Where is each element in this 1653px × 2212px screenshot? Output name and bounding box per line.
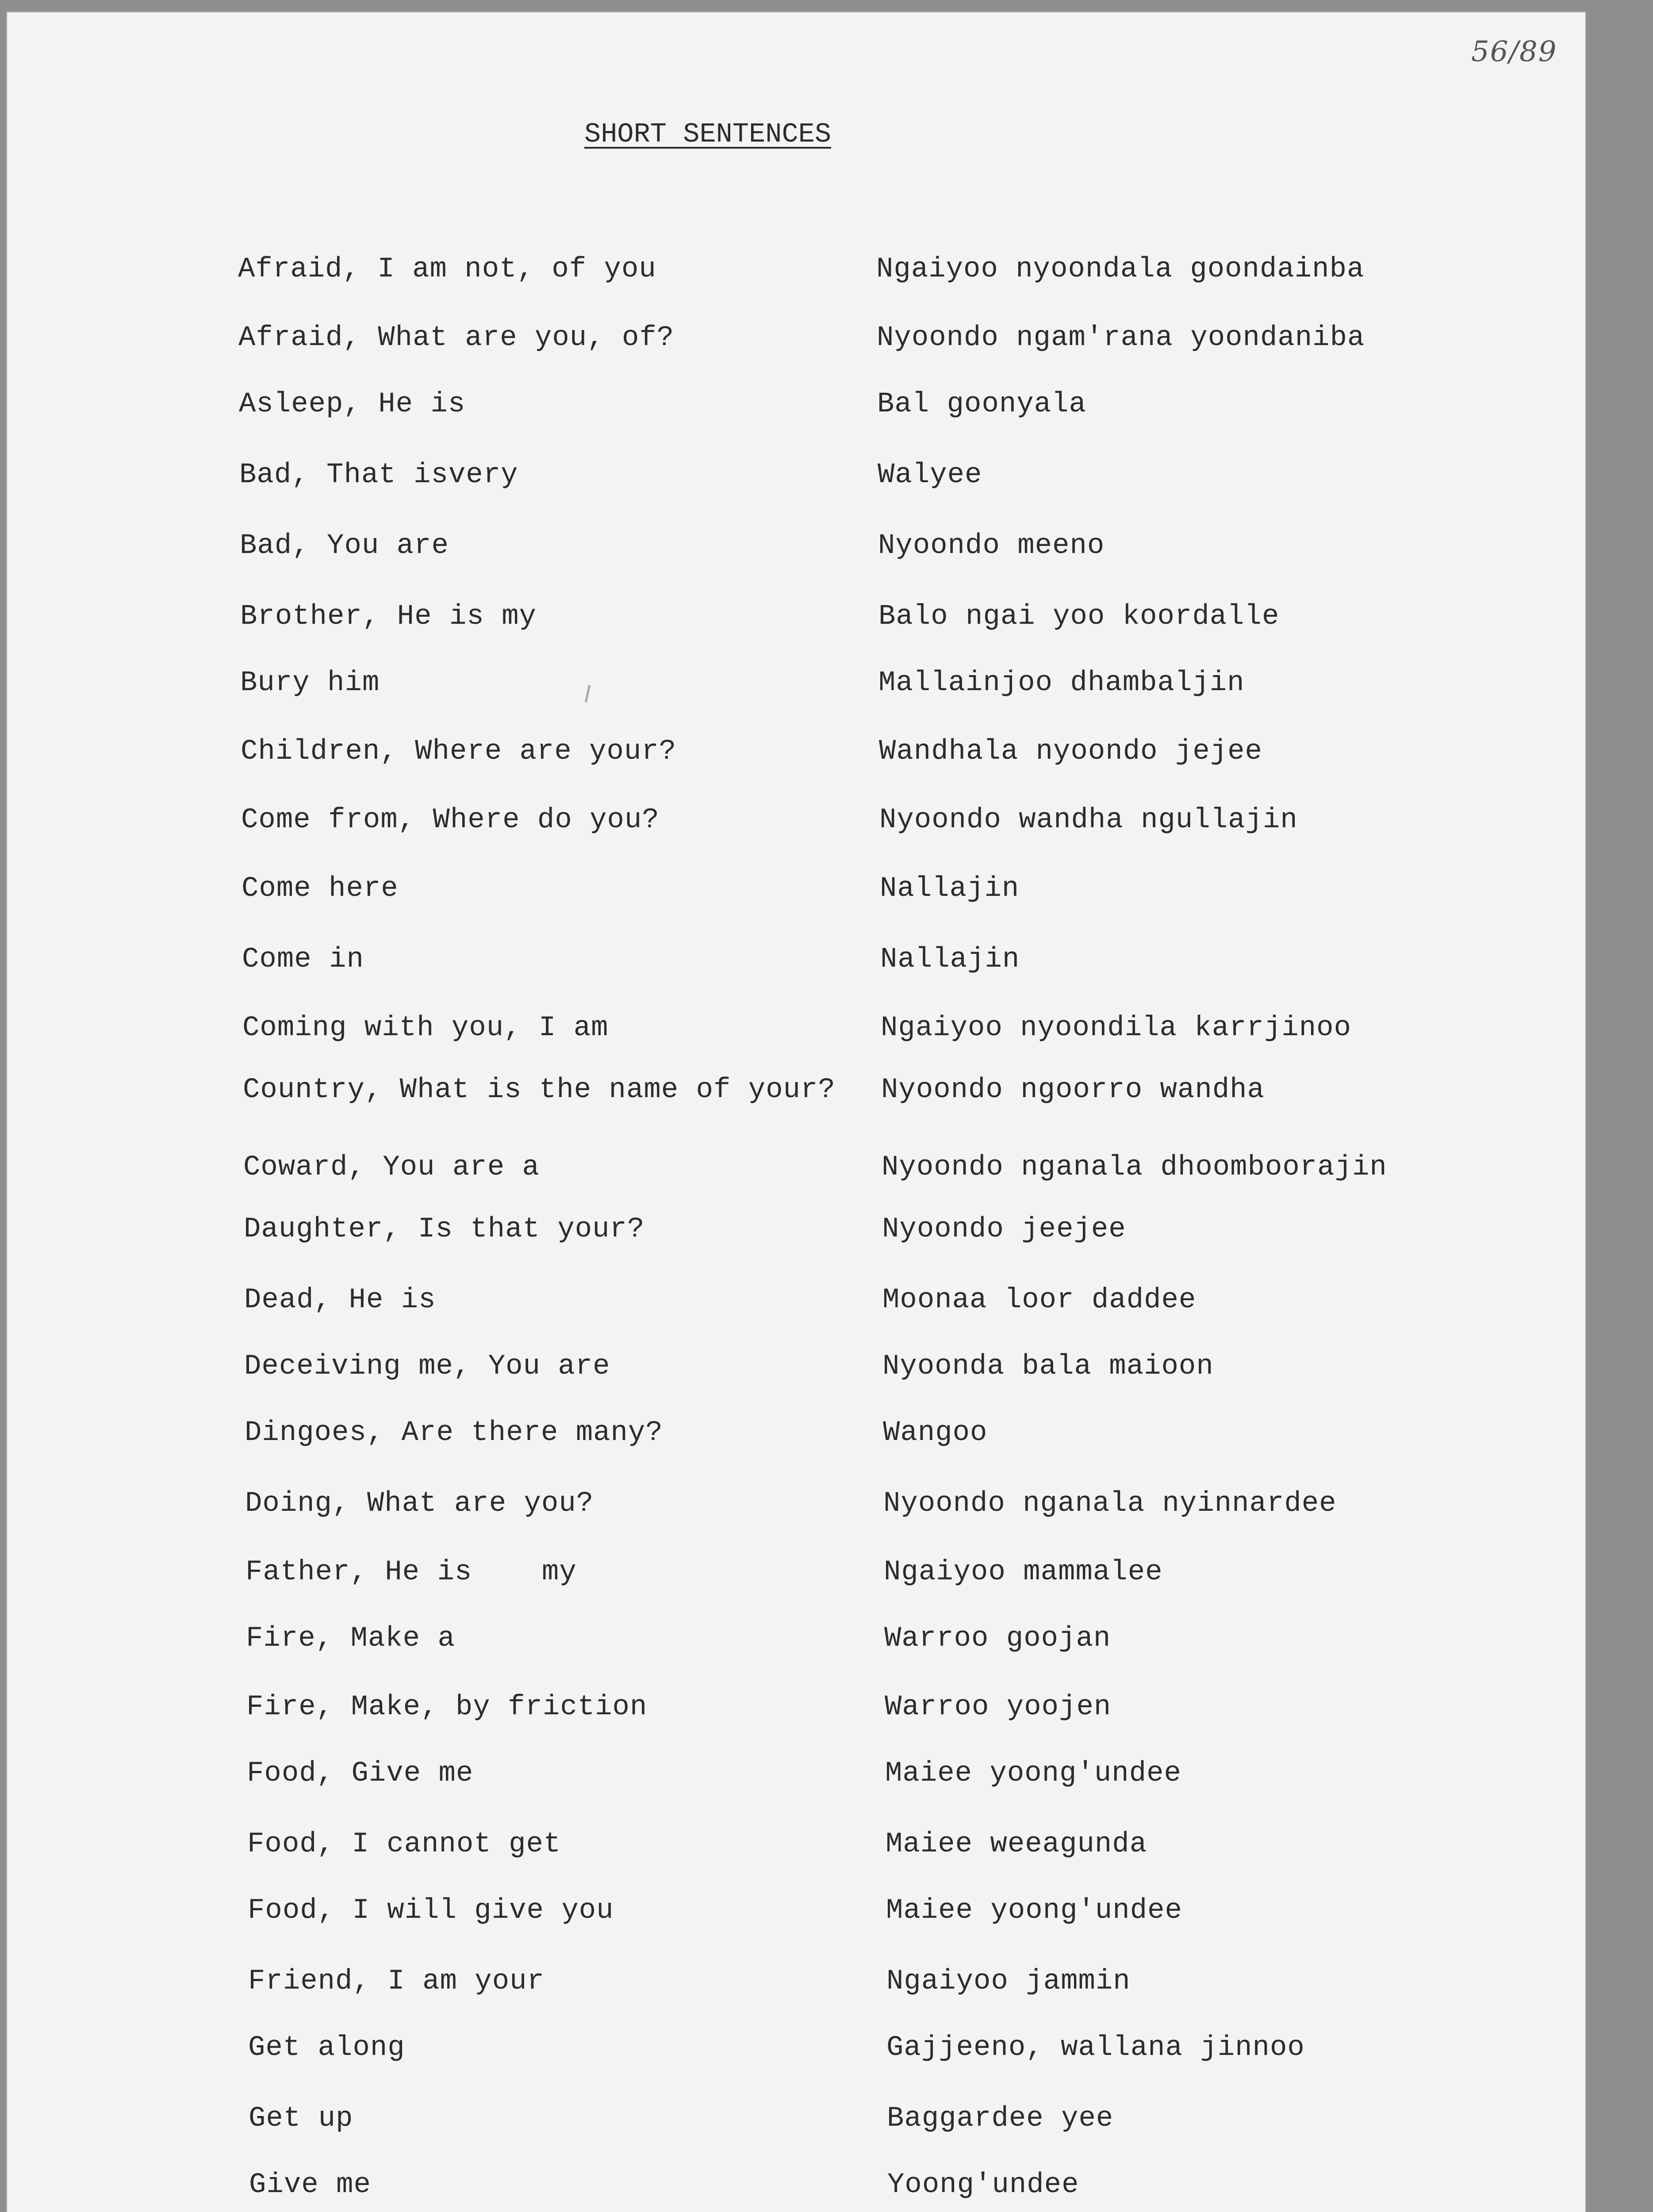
aboriginal-translation: Nyoondo nganala nyinnardee bbox=[883, 1488, 1337, 1520]
english-sentence: Afraid, I am not, of you bbox=[238, 253, 656, 285]
sentence-row bbox=[7, 667, 1585, 711]
sentence-row bbox=[7, 1488, 1585, 1532]
aboriginal-translation: Ngaiyoo jammin bbox=[886, 1966, 1131, 1997]
sentence-row bbox=[7, 873, 1585, 917]
aboriginal-translation: Moonaa loor daddee bbox=[882, 1284, 1197, 1316]
aboriginal-translation: Gajjeeno, wallana jinnoo bbox=[886, 2032, 1305, 2064]
aboriginal-translation: Nyoondo jeejee bbox=[882, 1214, 1126, 1245]
aboriginal-translation: Mallainjoo dhambaljin bbox=[878, 667, 1245, 699]
sentence-row bbox=[7, 253, 1585, 298]
sentence-row bbox=[7, 1623, 1585, 1667]
english-sentence: Come from, Where do you? bbox=[241, 804, 660, 836]
sentence-row bbox=[7, 1828, 1585, 1873]
sentence-row bbox=[7, 1351, 1585, 1395]
aboriginal-translation: Warroo goojan bbox=[884, 1623, 1111, 1655]
aboriginal-translation: Maiee yoong'undee bbox=[885, 1758, 1181, 1790]
page-title: SHORT SENTENCES bbox=[584, 119, 832, 150]
sentence-row bbox=[7, 322, 1585, 366]
english-sentence: Fire, Make a bbox=[246, 1623, 455, 1655]
sentence-row bbox=[7, 388, 1585, 433]
english-sentence: Dingoes, Are there many? bbox=[245, 1417, 663, 1449]
aboriginal-translation: Nyoondo ngam'rana yoondaniba bbox=[877, 322, 1365, 354]
sentence-row bbox=[7, 2032, 1585, 2076]
sentence-row bbox=[7, 601, 1585, 645]
english-sentence: Brother, He is my bbox=[240, 601, 537, 633]
english-sentence: Bad, That isvery bbox=[239, 459, 518, 491]
sentence-row bbox=[7, 736, 1585, 780]
sentence-row bbox=[7, 1152, 1585, 1196]
aboriginal-translation: Yoong'undee bbox=[887, 2169, 1079, 2201]
aboriginal-translation: Baggardee yee bbox=[887, 2103, 1114, 2135]
sentence-row bbox=[7, 1556, 1585, 1601]
aboriginal-translation: Maiee yoong'undee bbox=[886, 1895, 1182, 1927]
sentence-row bbox=[7, 944, 1585, 988]
sentence-row bbox=[7, 2169, 1585, 2212]
aboriginal-translation: Nallajin bbox=[880, 944, 1020, 975]
aboriginal-translation: Walyee bbox=[878, 459, 982, 491]
sentence-row bbox=[7, 1012, 1585, 1056]
sentence-row bbox=[7, 804, 1585, 849]
english-sentence: Country, What is the name of your? bbox=[243, 1074, 836, 1106]
sentence-row bbox=[7, 2103, 1585, 2147]
aboriginal-translation: Nyoonda bala maioon bbox=[882, 1351, 1214, 1382]
folio-number: 56/89 bbox=[1471, 35, 1557, 68]
aboriginal-translation: Nyoondo ngoorro wandha bbox=[881, 1074, 1265, 1106]
aboriginal-translation: Nyoondo nganala dhoomboorajin bbox=[882, 1152, 1387, 1183]
sentence-row bbox=[7, 1691, 1585, 1736]
sentence-row bbox=[7, 1966, 1585, 2010]
sentence-row bbox=[7, 1895, 1585, 1939]
english-sentence: Afraid, What are you, of? bbox=[238, 322, 675, 354]
aboriginal-translation: Nyoondo wandha ngullajin bbox=[879, 804, 1298, 836]
english-sentence: Food, I cannot get bbox=[247, 1828, 561, 1860]
english-sentence: Get up bbox=[249, 2103, 353, 2135]
aboriginal-translation: Nallajin bbox=[880, 873, 1020, 905]
english-sentence: Come here bbox=[242, 873, 399, 905]
english-sentence: Coming with you, I am bbox=[242, 1012, 609, 1044]
english-sentence: Deceiving me, You are bbox=[244, 1351, 610, 1382]
english-sentence: Give me bbox=[249, 2169, 371, 2201]
sentence-row bbox=[7, 459, 1585, 503]
aboriginal-translation: Bal goonyala bbox=[877, 388, 1086, 420]
aboriginal-translation: Warroo yoojen bbox=[885, 1691, 1112, 1723]
aboriginal-translation: Maiee weeagunda bbox=[886, 1828, 1147, 1860]
aboriginal-translation: Ngaiyoo nyoondila karrjinoo bbox=[881, 1012, 1351, 1044]
english-sentence: Get along bbox=[248, 2032, 405, 2064]
sentence-row bbox=[7, 1284, 1585, 1329]
english-sentence: Father, He is my bbox=[245, 1556, 577, 1588]
english-sentence: Friend, I am your bbox=[248, 1966, 545, 1997]
english-sentence: Food, Give me bbox=[247, 1758, 474, 1790]
aboriginal-translation: Wangoo bbox=[883, 1417, 988, 1449]
english-sentence: Food, I will give you bbox=[248, 1895, 614, 1927]
sentence-row bbox=[7, 530, 1585, 574]
aboriginal-translation: Nyoondo meeno bbox=[878, 530, 1105, 562]
english-sentence: Fire, Make, by friction bbox=[246, 1691, 648, 1723]
english-sentence: Bury him bbox=[240, 667, 380, 699]
sentence-row bbox=[7, 1758, 1585, 1802]
sentence-row bbox=[7, 1074, 1585, 1118]
english-sentence: Doing, What are you? bbox=[245, 1488, 594, 1520]
english-sentence: Daughter, Is that your? bbox=[244, 1214, 645, 1245]
english-sentence: Asleep, He is bbox=[239, 388, 466, 420]
english-sentence: Children, Where are your? bbox=[241, 736, 677, 768]
aboriginal-translation: Balo ngai yoo koordalle bbox=[878, 601, 1280, 633]
aboriginal-translation: Wandhala nyoondo jejee bbox=[879, 736, 1262, 768]
aboriginal-translation: Ngaiyoo nyoondala goondainba bbox=[876, 253, 1365, 285]
sentence-row bbox=[7, 1417, 1585, 1461]
document-page bbox=[7, 12, 1585, 2212]
english-sentence: Coward, You are a bbox=[243, 1152, 540, 1183]
english-sentence: Bad, You are bbox=[240, 530, 449, 562]
english-sentence: Dead, He is bbox=[244, 1284, 436, 1316]
english-sentence: Come in bbox=[242, 944, 364, 975]
aboriginal-translation: Ngaiyoo mammalee bbox=[884, 1556, 1163, 1588]
sentence-row bbox=[7, 1214, 1585, 1258]
